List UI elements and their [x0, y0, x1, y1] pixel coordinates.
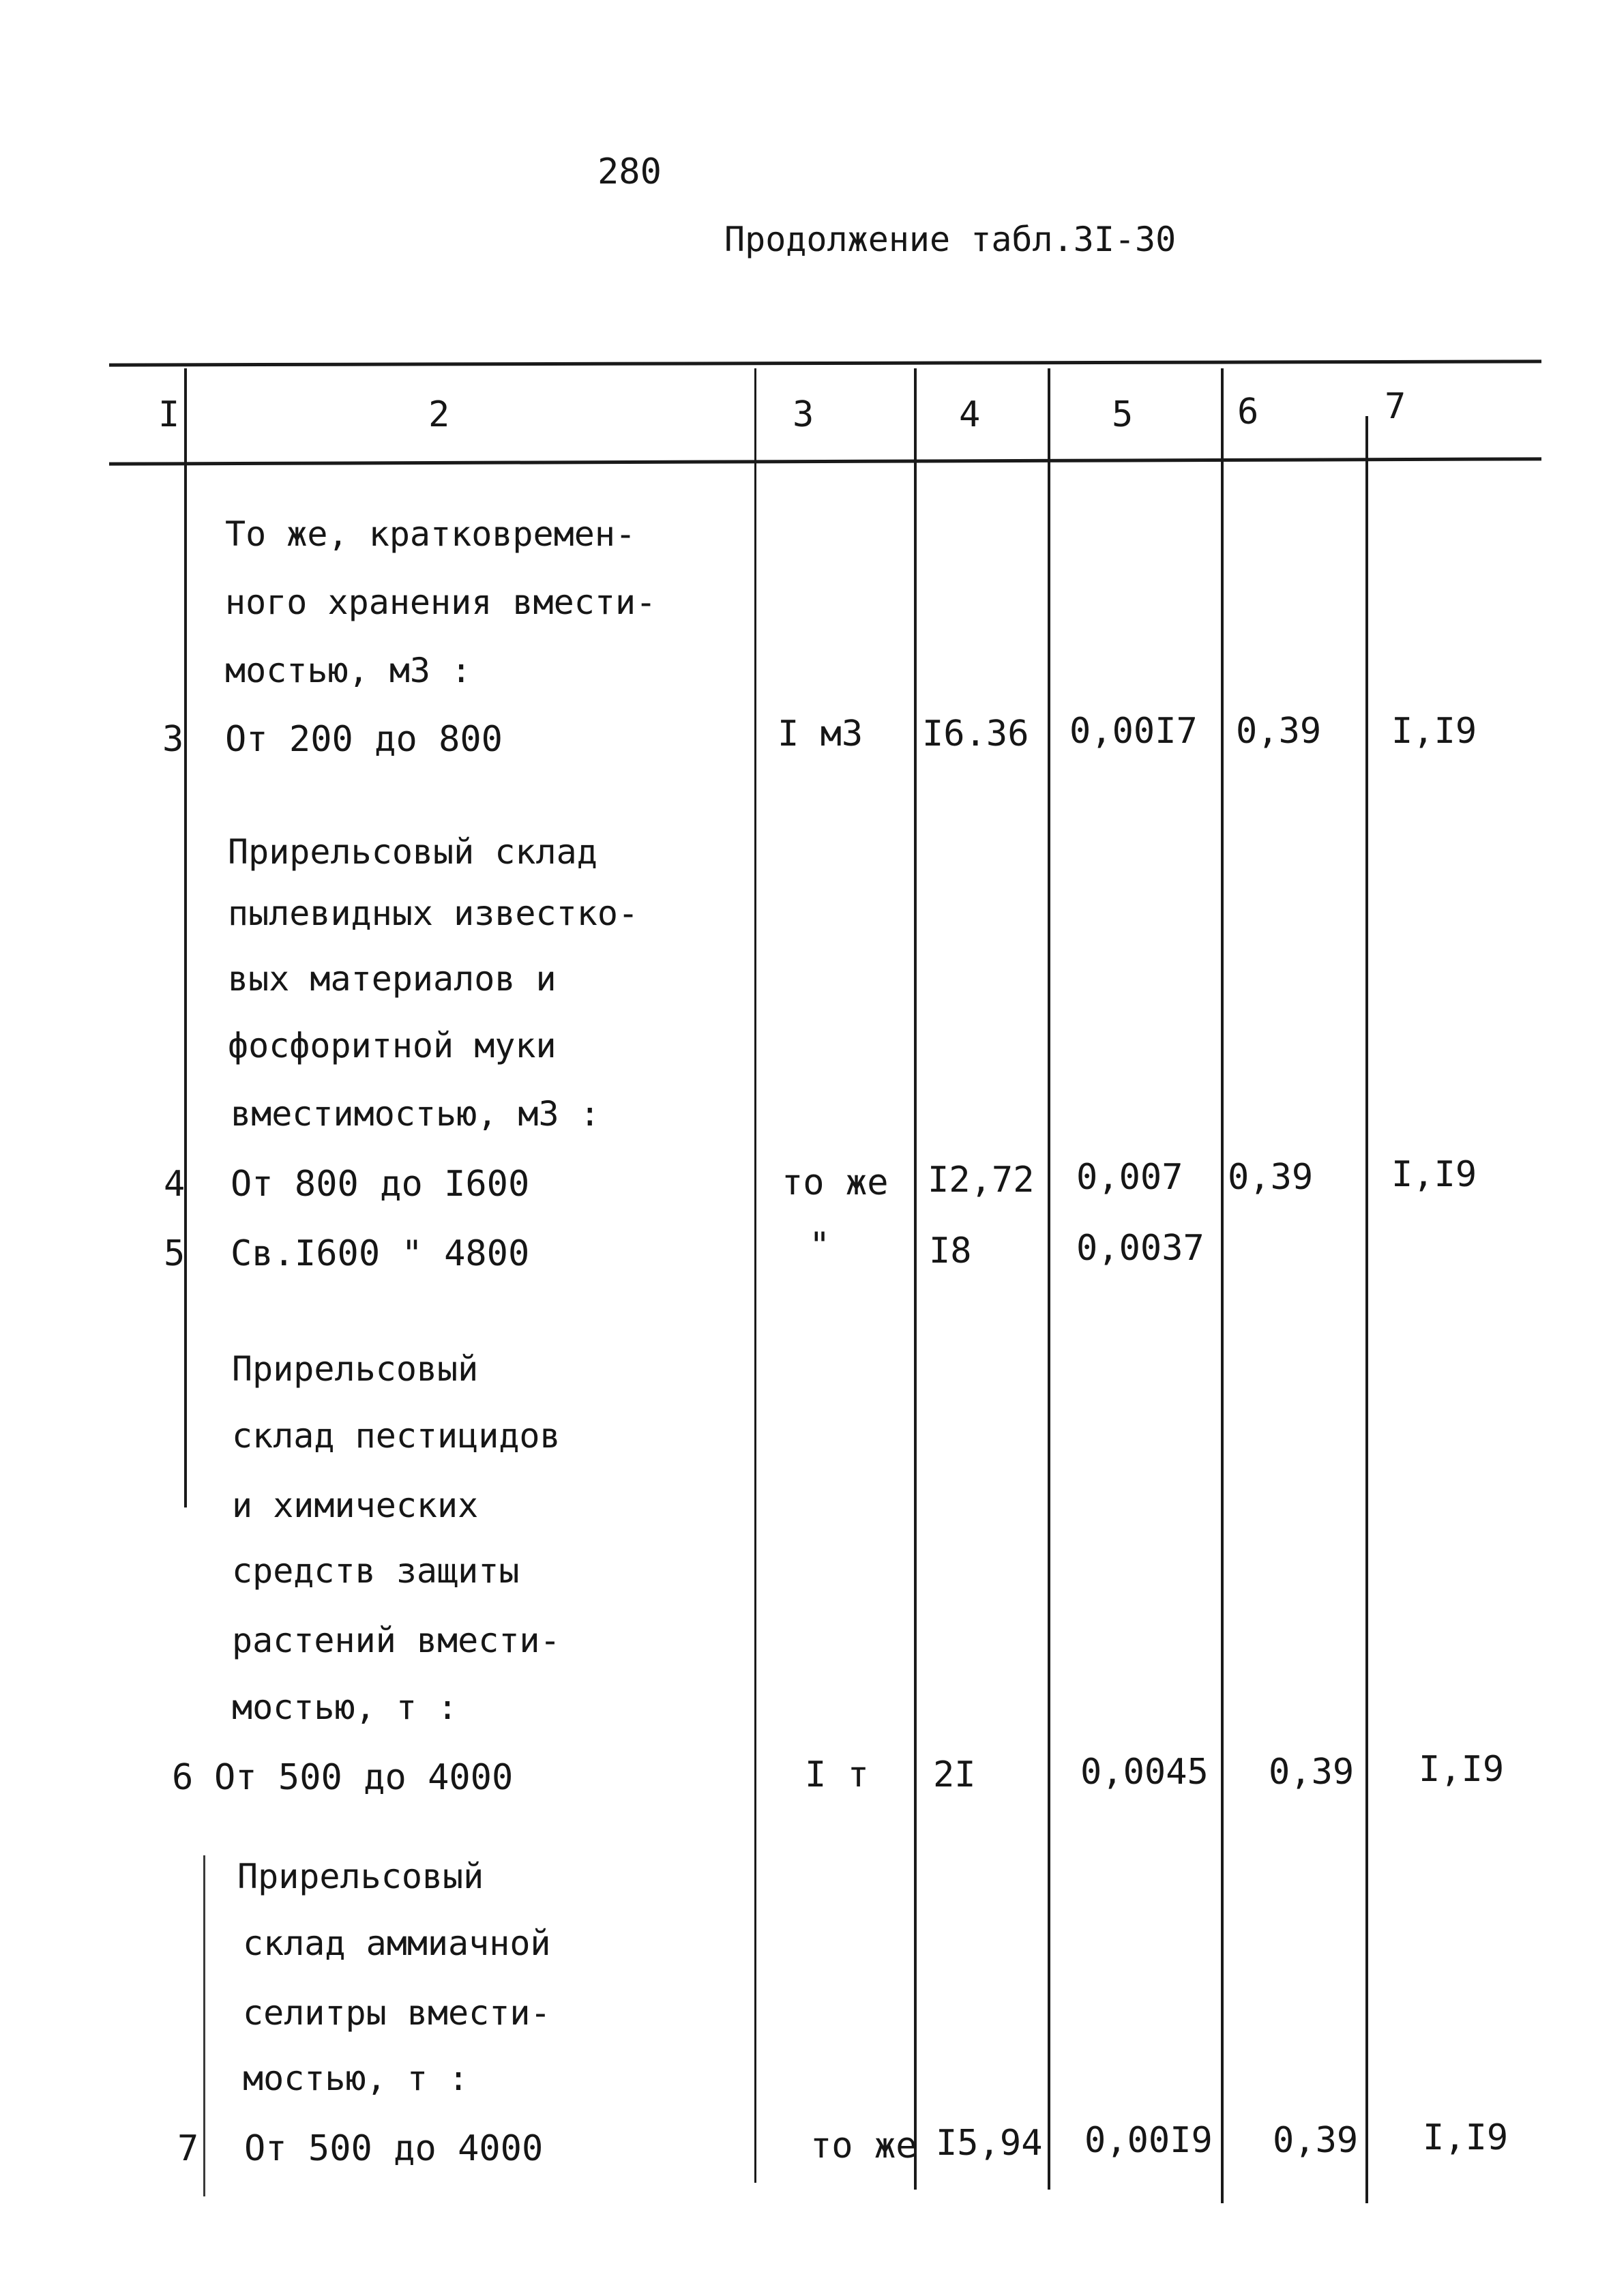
- group-description-line: мостью, м3 :: [225, 651, 472, 690]
- row-number: 7: [177, 2128, 199, 2169]
- column-header-4: 4: [959, 394, 981, 435]
- row-col6: 0,39: [1269, 1752, 1355, 1793]
- row-name: Св.I600 " 4800: [231, 1233, 530, 1274]
- row-number: 5: [164, 1233, 186, 1274]
- row-number: 6: [172, 1757, 194, 1798]
- row-col6: 0,39: [1228, 1157, 1314, 1198]
- column-header-6: 6: [1237, 392, 1259, 432]
- row-number: 3: [162, 719, 184, 760]
- row-col7: I,I9: [1419, 1749, 1505, 1790]
- group-description-line: Прирельсовый: [237, 1857, 484, 1896]
- row-col5: 0,00I9: [1084, 2120, 1213, 2161]
- group-description-line: растений вмести-: [232, 1621, 561, 1660]
- column-divider-6: [1365, 416, 1368, 2203]
- group-description-line: мостью, т :: [243, 2059, 469, 2098]
- table-caption: Продолжение табл.3I-30: [724, 220, 1177, 259]
- group-description-line: селитры вмести-: [243, 1993, 551, 2033]
- column-header-7: 7: [1385, 386, 1406, 427]
- row-col4: 2I: [933, 1754, 976, 1795]
- column-divider-4: [1048, 368, 1050, 2190]
- row-col6: 0,39: [1273, 2120, 1359, 2161]
- group-description-line: и химических: [232, 1486, 479, 1525]
- group-description-line: Прирельсовый: [232, 1349, 479, 1389]
- group-description-line: Прирельсовый склад: [228, 832, 597, 872]
- group-description-line: вых материалов и: [228, 959, 557, 999]
- column-divider-2: [754, 368, 756, 2183]
- table-header-rule: [109, 457, 1541, 465]
- row-unit: ": [809, 1225, 831, 1266]
- column-header-2: 2: [428, 394, 450, 435]
- row-col5: 0,007: [1076, 1157, 1183, 1198]
- group-description-line: фосфоритной муки: [228, 1026, 557, 1065]
- column-divider-1: [184, 368, 187, 1507]
- row-col4: I8: [929, 1231, 972, 1271]
- row-col5: 0,00I7: [1069, 711, 1198, 752]
- group-description-line: склад пестицидов: [232, 1416, 561, 1456]
- group-description-line: ного хранения вмести-: [225, 583, 657, 622]
- row-col4: I5,94: [936, 2123, 1043, 2164]
- row-unit: I м3: [778, 713, 863, 754]
- row-unit: то же: [810, 2125, 917, 2166]
- row-col4: I6.36: [922, 713, 1029, 754]
- row-name: От 500 до 4000: [244, 2128, 544, 2169]
- row-col4: I2,72: [928, 1160, 1035, 1201]
- column-header-1: I: [158, 394, 180, 435]
- row-col7: I,I9: [1391, 711, 1477, 752]
- group-description-line: мостью, т :: [232, 1688, 458, 1727]
- table-top-rule: [109, 359, 1541, 366]
- row-name: От 200 до 800: [225, 719, 503, 760]
- column-header-3: 3: [793, 394, 814, 435]
- row-number: 4: [164, 1164, 186, 1205]
- row-col5: 0,0045: [1080, 1752, 1209, 1793]
- column-divider-3: [914, 368, 917, 2190]
- row-col6: 0,39: [1236, 711, 1322, 752]
- page-number: 280: [597, 151, 662, 192]
- row-name: От 800 до I600: [231, 1164, 530, 1205]
- group-description-line: пылевидных известко-: [228, 894, 639, 933]
- group-description-line: То же, кратковремен-: [225, 514, 636, 554]
- group-description-line: средств защиты: [232, 1551, 520, 1591]
- row-col5: 0,0037: [1076, 1228, 1204, 1269]
- column-header-5: 5: [1112, 394, 1134, 435]
- column-divider-5: [1221, 368, 1224, 2203]
- row-unit: I т: [805, 1754, 869, 1795]
- row-unit: то же: [782, 1162, 889, 1203]
- group-description-line: вместимостью, м3 :: [231, 1094, 600, 1134]
- column-divider-1-lower: [203, 1855, 205, 2196]
- group-description-line: склад аммиачной: [243, 1924, 551, 1963]
- row-col7: I,I9: [1391, 1154, 1477, 1195]
- row-col7: I,I9: [1423, 2117, 1509, 2158]
- row-name: От 500 до 4000: [214, 1757, 514, 1798]
